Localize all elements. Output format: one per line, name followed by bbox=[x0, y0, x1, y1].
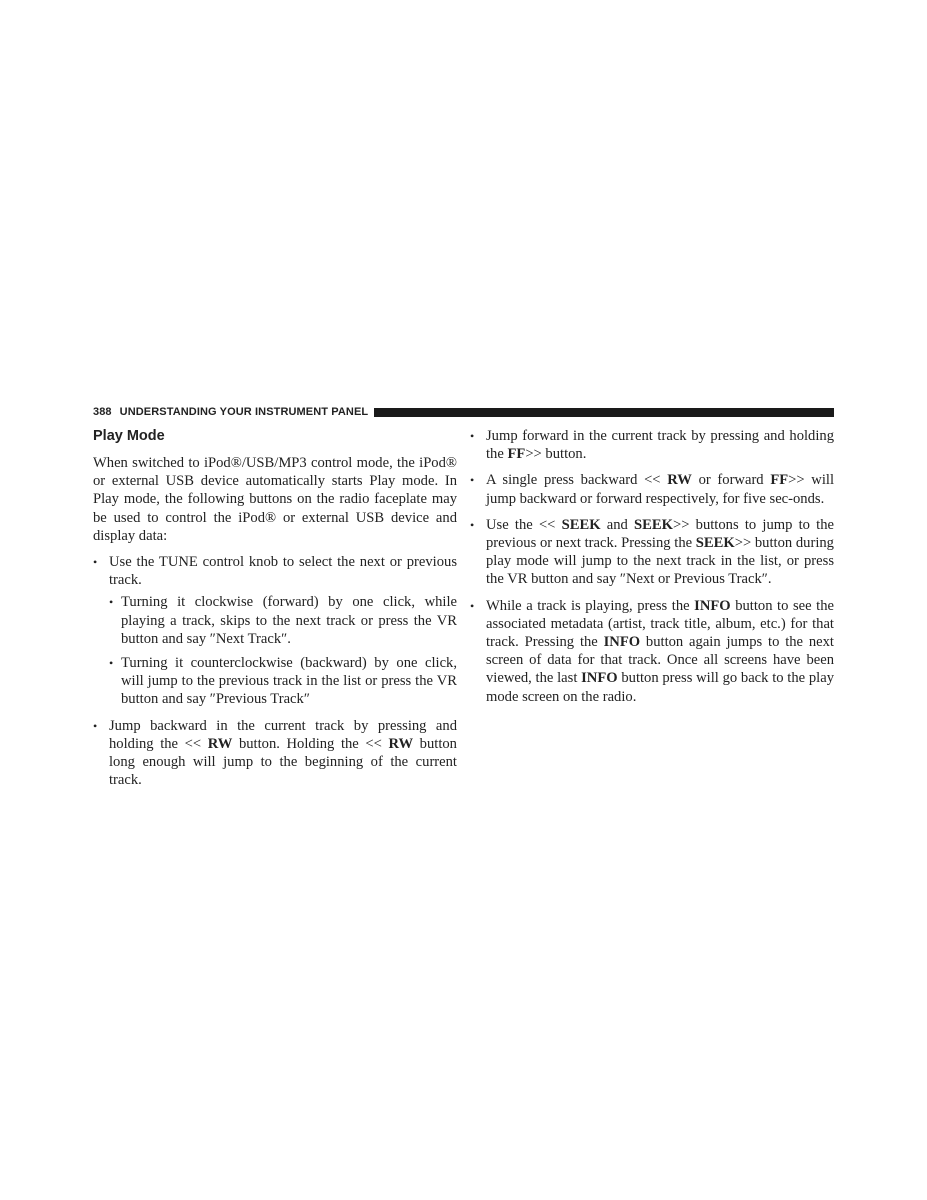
sub-bullet-text: Turning it counterclockwise (backward) by one click, will jump to the previous track in the list or press the VR button and say ″Previous Track″ bbox=[121, 655, 457, 708]
right-bullet-list bbox=[470, 427, 834, 706]
list-item bbox=[470, 516, 834, 589]
sub-bullet-text: Turning it clockwise (forward) by one click, while playing a track, skips to the next track or press the VR button and say ″Next Track″. bbox=[121, 594, 457, 647]
left-bullet-list bbox=[93, 553, 457, 789]
bullet-text: While a track is playing, press the INFO button to see the associated metadata (artist, track title, album, etc.) for that track. Pressing the INFO button again jumps to the next screen of data for that track. Once all screens have been viewed, the last INFO button press will go back to the play mode screen on the radio. bbox=[486, 597, 834, 705]
bullet-text: Use the TUNE control knob to select the next or previous track. bbox=[109, 554, 457, 589]
list-item bbox=[109, 654, 457, 709]
list-item bbox=[109, 593, 457, 648]
bullet-icon: • bbox=[93, 555, 98, 570]
bullet-icon: • bbox=[470, 473, 475, 488]
bullet-text: Use the << SEEK and SEEK>> buttons to jump to the previous or next track. Pressing the SEEK>> button during play mode will jump to the next track in the list, or press the VR button and say ″Next or Previous Track″. bbox=[486, 516, 834, 588]
list-item bbox=[93, 553, 457, 709]
bullet-text: Jump forward in the current track by pressing and holding the FF>> button. bbox=[486, 428, 834, 463]
page-number: 388 bbox=[93, 406, 112, 418]
bullet-icon: • bbox=[470, 429, 475, 443]
left-column bbox=[93, 427, 457, 797]
bullet-icon: • bbox=[470, 598, 475, 613]
list-item bbox=[470, 471, 834, 507]
page-header bbox=[93, 405, 834, 419]
bullet-icon: • bbox=[109, 656, 114, 671]
bullet-icon: • bbox=[470, 517, 475, 532]
intro-paragraph: When switched to iPod®/USB/MP3 control mode, the iPod® or external USB device automatically starts Play mode. In Play mode, the following buttons on the radio faceplate may be used to control the iPod® or external USB device and display data: bbox=[93, 455, 457, 544]
bullet-icon: • bbox=[109, 595, 114, 610]
right-column bbox=[470, 427, 834, 714]
bullet-icon: • bbox=[93, 718, 98, 733]
play-mode-heading: Play Mode bbox=[93, 428, 165, 444]
header-rule bbox=[374, 408, 834, 417]
bullet-text: A single press backward << RW or forward FF>> will jump backward or forward respectively, for five sec-onds. bbox=[486, 472, 835, 507]
list-item bbox=[93, 717, 457, 790]
sub-bullet-list bbox=[109, 593, 457, 708]
bullet-text: Jump backward in the current track by pressing and holding the << RW button. Holding the << RW button long enough will jump to the beginning of the current track. bbox=[109, 717, 457, 789]
section-title: UNDERSTANDING YOUR INSTRUMENT PANEL bbox=[119, 406, 369, 418]
list-item bbox=[470, 597, 834, 706]
list-item bbox=[470, 427, 834, 463]
